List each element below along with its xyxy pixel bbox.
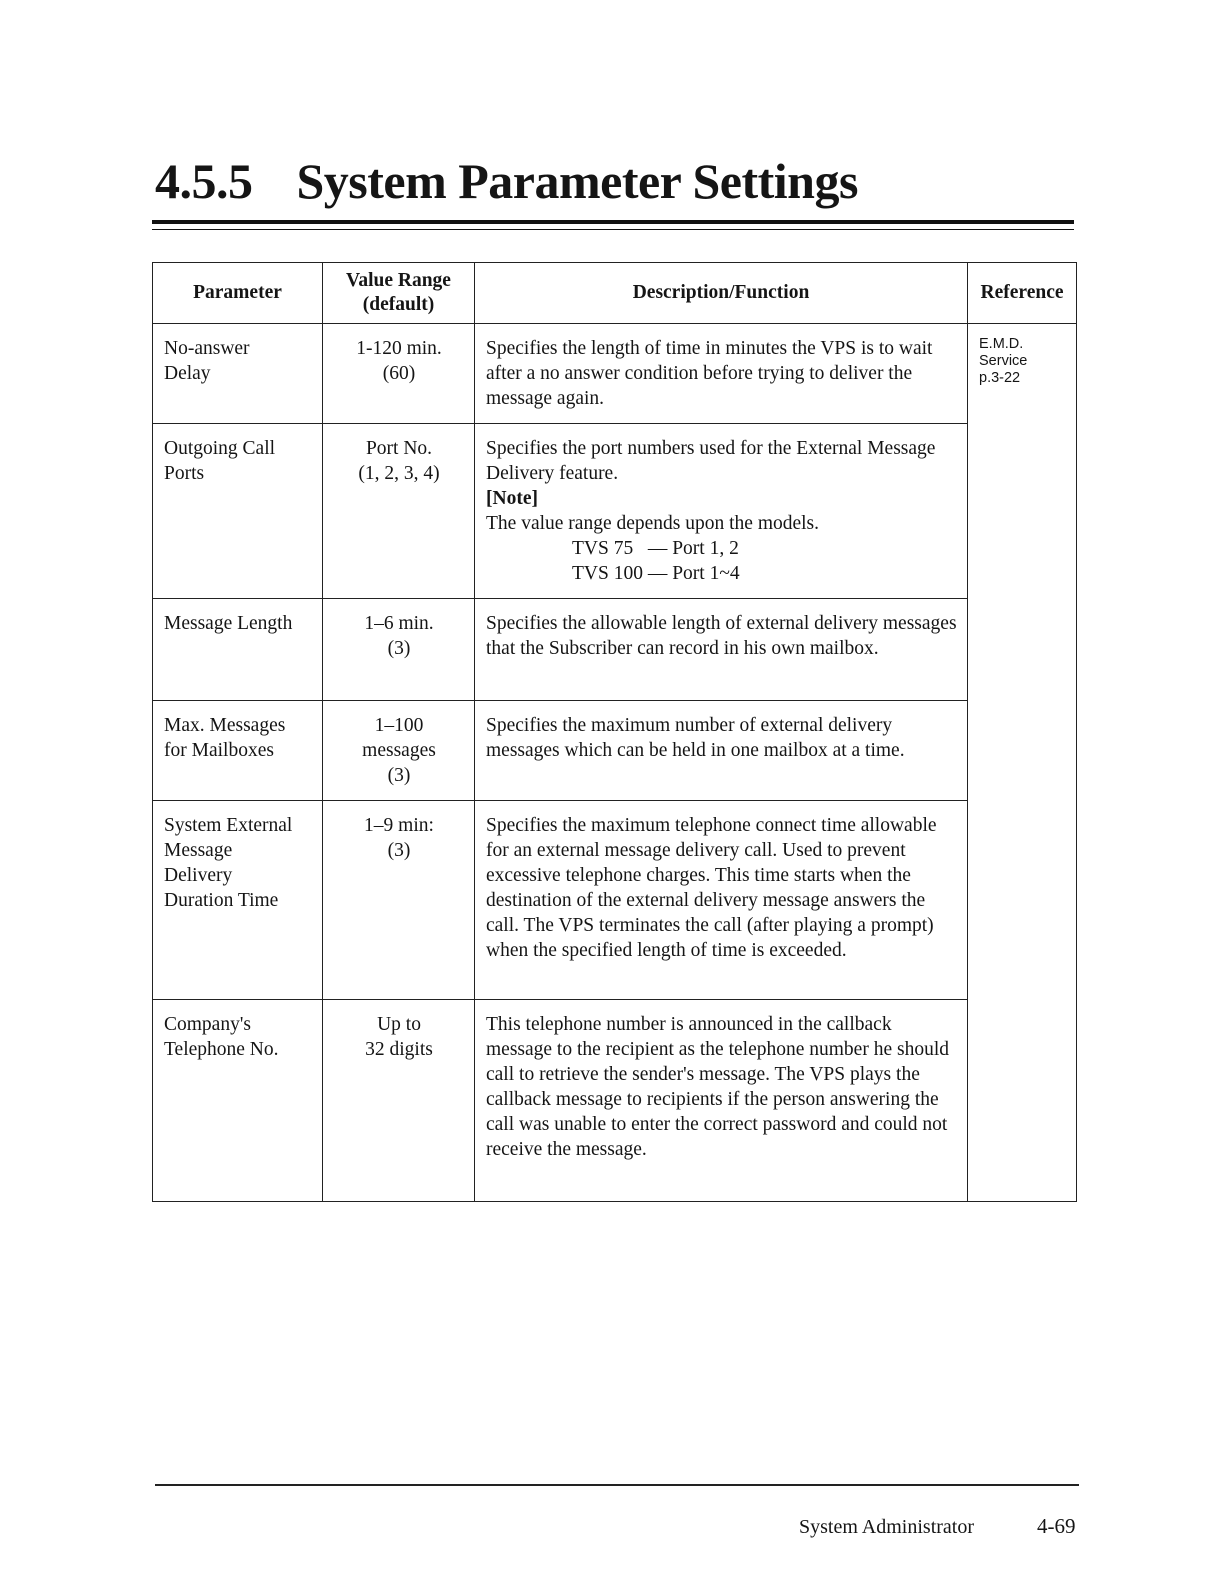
reference-cell xyxy=(968,324,1077,1202)
page-title xyxy=(155,153,858,209)
footer-rule xyxy=(155,1484,1079,1486)
description-cell: Specifies the allowable length of external delivery messages that the Subscriber can record in his own mailbox. xyxy=(475,599,968,701)
parameter-name-line: for Mailboxes xyxy=(164,740,274,761)
header-value-range-line2: (default) xyxy=(362,294,435,315)
parameter-name-line: Max. Messages xyxy=(164,715,286,736)
description-cell xyxy=(475,424,968,599)
parameter-cell xyxy=(153,801,323,1000)
footer-page-number: 4-69 xyxy=(1037,1514,1076,1538)
parameter-name-line: Company's xyxy=(164,1014,251,1035)
parameter-name-line: Message xyxy=(164,840,233,861)
header-reference: Reference xyxy=(968,263,1077,324)
description-cell: Specifies the length of time in minutes the VPS is to wait after a no answer condition before trying to deliver the message again. xyxy=(475,324,968,424)
description-text: Specifies the port numbers used for the External Message Delivery feature. xyxy=(486,438,936,484)
table-header-row xyxy=(153,263,1077,324)
table-row xyxy=(153,599,1077,701)
parameter-cell xyxy=(153,424,323,599)
header-value-range-line1: Value Range xyxy=(346,270,451,291)
table-row xyxy=(153,801,1077,1000)
table-row xyxy=(153,701,1077,801)
title-rule-thin xyxy=(152,229,1074,230)
value-range-line: 1–6 min. xyxy=(364,613,434,634)
parameter-name-line: Delivery xyxy=(164,865,233,886)
value-range-line: (3) xyxy=(387,765,411,786)
value-range-line: Port No. xyxy=(365,438,433,459)
table-row xyxy=(153,424,1077,599)
parameter-name-line: Duration Time xyxy=(164,890,279,911)
parameter-name-line: Delay xyxy=(164,363,211,384)
parameter-table xyxy=(152,262,1077,1202)
footer-section-name: System Administrator xyxy=(799,1516,974,1538)
value-range-line: (60) xyxy=(382,363,416,384)
value-range-cell xyxy=(323,801,475,1000)
reference-line: Service xyxy=(979,353,1028,369)
parameter-cell xyxy=(153,701,323,801)
section-title: System Parameter Settings xyxy=(296,153,858,209)
value-range-line: 32 digits xyxy=(365,1039,433,1060)
value-range-cell xyxy=(323,424,475,599)
value-range-cell xyxy=(323,324,475,424)
parameter-name-line: No-answer xyxy=(164,338,250,359)
value-range-line: 1–9 min: xyxy=(364,815,434,836)
parameter-cell xyxy=(153,1000,323,1202)
parameter-cell xyxy=(153,599,323,701)
note-text: The value range depends upon the models. xyxy=(486,513,820,534)
value-range-line: 1–100 xyxy=(374,715,424,736)
parameter-name-line: Ports xyxy=(164,463,205,484)
value-range-line: (3) xyxy=(387,840,411,861)
value-range-line: Up to xyxy=(377,1014,421,1035)
section-number: 4.5.5 xyxy=(155,153,253,209)
value-range-cell xyxy=(323,701,475,801)
table-row xyxy=(153,324,1077,424)
title-rule xyxy=(152,220,1074,224)
description-cell: Specifies the maximum telephone connect time allowable for an external message delivery call. Used to prevent excessive telephone charges. This time starts when the destination of the external delivery message answers the call. The VPS terminates the call (after playing a prompt) when the specified length of time is exceeded. xyxy=(475,801,968,1000)
reference-line: p.3-22 xyxy=(979,370,1021,386)
value-range-cell xyxy=(323,1000,475,1202)
description-cell: This telephone number is announced in the callback message to the recipient as the telephone number he should call to retrieve the sender's message. The VPS plays the callback message to recipients if the person answering the call was unable to enter the correct password and could not receive the message. xyxy=(475,1000,968,1202)
header-value-range xyxy=(323,263,475,324)
value-range-line: 1-120 min. xyxy=(356,338,442,359)
description-cell: Specifies the maximum number of external delivery messages which can be held in one mailbox at a time. xyxy=(475,701,968,801)
note-heading: [Note] xyxy=(486,488,538,509)
table-row xyxy=(153,1000,1077,1202)
value-range-line: (1, 2, 3, 4) xyxy=(358,463,440,484)
parameter-name-line: Message Length xyxy=(164,613,293,634)
parameter-cell xyxy=(153,324,323,424)
parameter-name-line: Outgoing Call xyxy=(164,438,276,459)
model-port-line: TVS 75 — Port 1, 2 xyxy=(572,538,739,559)
reference-line: E.M.D. xyxy=(979,336,1024,352)
parameter-name-line: System External xyxy=(164,815,293,836)
value-range-cell xyxy=(323,599,475,701)
header-description: Description/Function xyxy=(475,263,968,324)
parameter-name-line: Telephone No. xyxy=(164,1039,279,1060)
value-range-line: (3) xyxy=(387,638,411,659)
header-parameter: Parameter xyxy=(153,263,323,324)
value-range-line: messages xyxy=(362,740,436,761)
model-port-line: TVS 100 — Port 1~4 xyxy=(572,563,740,584)
